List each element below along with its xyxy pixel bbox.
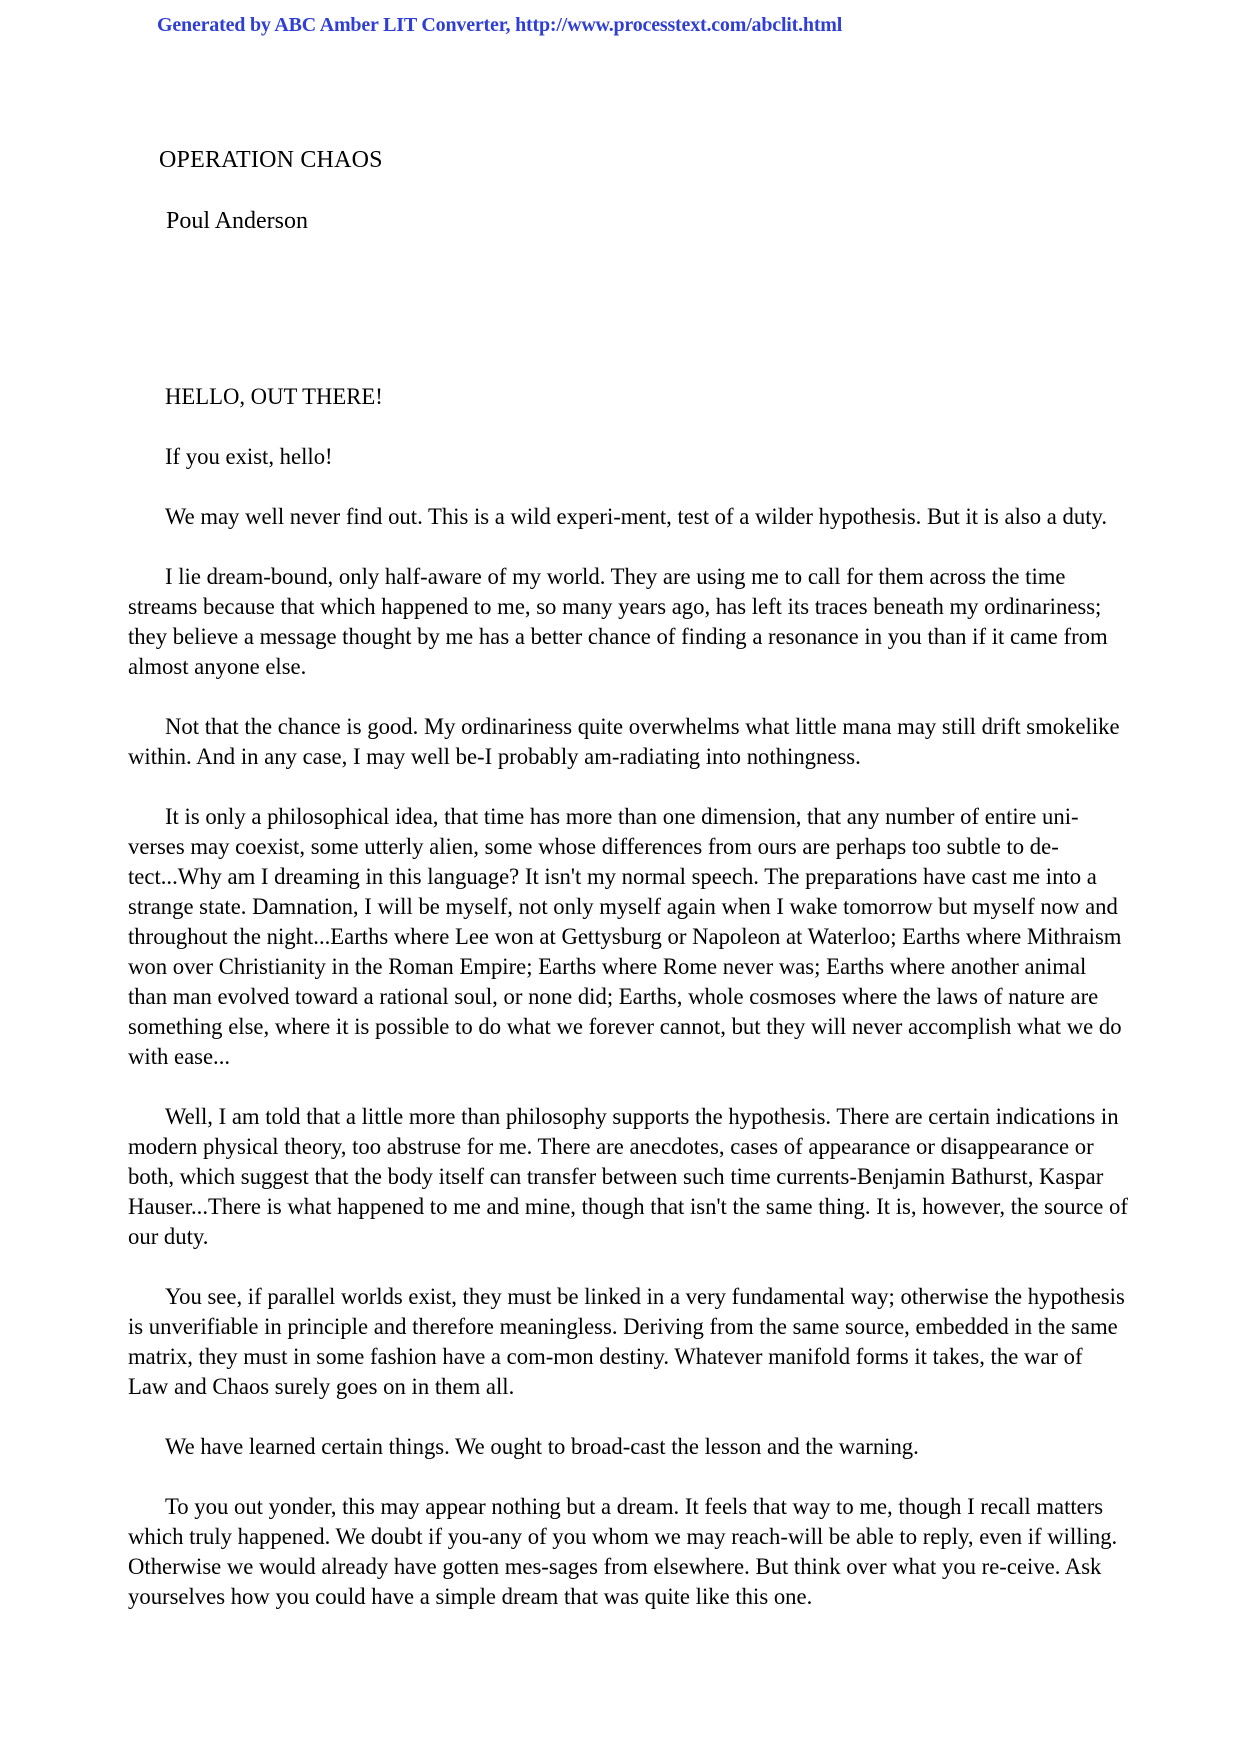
paragraph: To you out yonder, this may appear nothing but a dream. It feels that way to me, though I recall matters which truly happened. We doubt if you-any of you whom we may reach-will be able to reply, even if willing. Otherwise we would already have gotten mes-sages from elsewhere. But think over what you re-ceive. Ask yourselves how you could have a simple dream that was quite like this one. <box>128 1494 1118 1609</box>
author-name: Poul Anderson <box>166 208 309 234</box>
book-title: OPERATION CHAOS <box>159 147 383 173</box>
paragraph: We may well never find out. This is a wild experi-ment, test of a wilder hypothesis. But it is also a duty. <box>165 504 1108 529</box>
paragraph: We have learned certain things. We ought to broad-cast the lesson and the warning. <box>165 1434 919 1459</box>
paragraph: I lie dream-bound, only half-aware of my world. They are using me to call for them across the time streams because that which happened to me, so many years ago, has left its traces beneath my ordinariness; they believe a message thought by me has a better chance of finding a resonance in you than if it came from almost anyone else. <box>128 564 1108 679</box>
paragraph: Well, I am told that a little more than philosophy supports the hypothesis. There are certain indications in modern physical theory, too abstruse for me. There are anecdotes, cases of appearance or disappearance or both, which suggest that the body itself can transfer between such time currents-Benjamin Bathurst, Kaspar Hauser...There is what happened to me and mine, though that isn't the same thing. It is, however, the source of our duty. <box>128 1104 1128 1249</box>
paragraph: Not that the chance is good. My ordinariness quite overwhelms what little mana may still drift smokelike within. And in any case, I may well be-I probably am-radiating into nothingness. <box>128 714 1120 769</box>
document-body <box>128 382 1128 1642</box>
chapter-heading: HELLO, OUT THERE! <box>165 384 383 409</box>
paragraph: You see, if parallel worlds exist, they must be linked in a very fundamental way; otherwise the hypothesis is unverifiable in principle and therefore meaningless. Deriving from the same source, embedded in the same matrix, they must in some fashion have a com-mon destiny. Whatever manifold forms it takes, the war of Law and Chaos surely goes on in them all. <box>128 1284 1125 1399</box>
paragraph: If you exist, hello! <box>165 444 333 469</box>
paragraph: It is only a philosophical idea, that time has more than one dimension, that any number of entire uni-verses may coexist, some utterly alien, some whose differences from ours are perhaps too subtle to de-tect...Why am I dreaming in this language? It isn't my normal speech. The preparations have cast me into a strange state. Damnation, I will be myself, not only myself again when I wake tomorrow but myself now and throughout the night...Earths where Lee won at Gettysburg or Napoleon at Waterloo; Earths where Mithraism won over Christianity in the Roman Empire; Earths where Rome never was; Earths where another animal than man evolved toward a rational soul, or none did; Earths, whole cosmoses where the laws of nature are something else, where it is possible to do what we forever cannot, but they will never accomplish what we do with ease... <box>128 804 1122 1069</box>
converter-header: Generated by ABC Amber LIT Converter, http://www.processtext.com/abclit.html <box>157 14 843 36</box>
